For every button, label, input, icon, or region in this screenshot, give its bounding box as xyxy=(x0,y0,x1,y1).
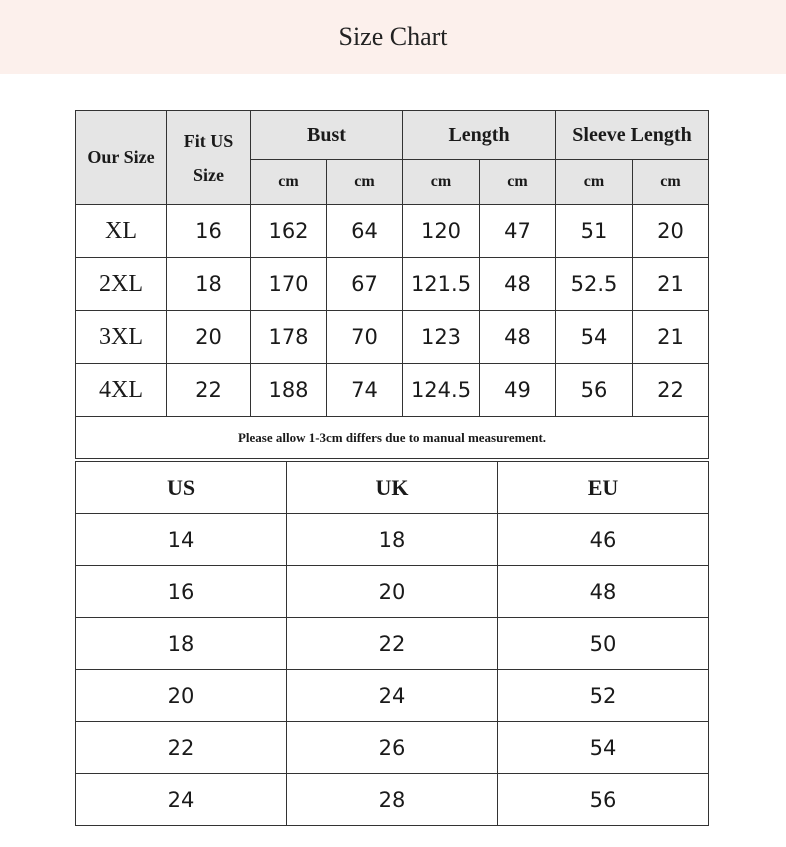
sleeve-length-value: 52.5 xyxy=(556,258,633,311)
eu-value: 56 xyxy=(498,774,709,826)
bust-value: 67 xyxy=(327,258,403,311)
uk-value: 22 xyxy=(287,618,498,670)
page-title: Size Chart xyxy=(338,22,448,51)
sleeve-length-value: 51 xyxy=(556,205,633,258)
sleeve-length-value: 21 xyxy=(633,311,709,364)
sleeve-length-value: 56 xyxy=(556,364,633,417)
header-unit: cm xyxy=(633,160,709,205)
size-table xyxy=(75,110,709,459)
uk-value: 20 xyxy=(287,566,498,618)
us-value: 14 xyxy=(76,514,287,566)
us-value: 18 xyxy=(76,618,287,670)
table-row xyxy=(76,311,709,364)
size-label: 3XL xyxy=(76,311,167,364)
uk-value: 18 xyxy=(287,514,498,566)
bust-value: 162 xyxy=(251,205,327,258)
table-row xyxy=(76,774,709,826)
sleeve-length-value: 54 xyxy=(556,311,633,364)
eu-value: 54 xyxy=(498,722,709,774)
uk-value: 24 xyxy=(287,670,498,722)
header-us: US xyxy=(76,462,287,514)
eu-value: 52 xyxy=(498,670,709,722)
length-value: 124.5 xyxy=(403,364,480,417)
table-row xyxy=(76,618,709,670)
length-value: 49 xyxy=(480,364,556,417)
length-value: 47 xyxy=(480,205,556,258)
us-value: 22 xyxy=(76,722,287,774)
us-size-value: 22 xyxy=(167,364,251,417)
header-fit-us-size xyxy=(167,111,251,205)
table-row xyxy=(76,722,709,774)
table-row xyxy=(76,205,709,258)
size-conversion-table xyxy=(75,461,709,826)
header-unit: cm xyxy=(556,160,633,205)
eu-value: 48 xyxy=(498,566,709,618)
header-uk: UK xyxy=(287,462,498,514)
eu-value: 46 xyxy=(498,514,709,566)
length-value: 123 xyxy=(403,311,480,364)
header-fit-us-line2: Size xyxy=(193,164,224,185)
uk-value: 26 xyxy=(287,722,498,774)
us-value: 24 xyxy=(76,774,287,826)
header-fit-us-line1: Fit US xyxy=(183,130,234,151)
header-eu: EU xyxy=(498,462,709,514)
uk-value: 28 xyxy=(287,774,498,826)
us-size-value: 20 xyxy=(167,311,251,364)
table-row xyxy=(76,514,709,566)
bust-value: 70 xyxy=(327,311,403,364)
header-bust: Bust xyxy=(251,111,403,160)
table-row xyxy=(76,364,709,417)
eu-value: 50 xyxy=(498,618,709,670)
us-size-value: 16 xyxy=(167,205,251,258)
us-value: 16 xyxy=(76,566,287,618)
header-unit: cm xyxy=(403,160,480,205)
length-value: 48 xyxy=(480,311,556,364)
header-unit: cm xyxy=(327,160,403,205)
length-value: 48 xyxy=(480,258,556,311)
bust-value: 64 xyxy=(327,205,403,258)
us-value: 20 xyxy=(76,670,287,722)
measurement-note: Please allow 1-3cm differs due to manual measurement. xyxy=(76,417,709,459)
bust-value: 178 xyxy=(251,311,327,364)
title-bar xyxy=(0,0,786,74)
bust-value: 74 xyxy=(327,364,403,417)
length-value: 121.5 xyxy=(403,258,480,311)
header-sleeve-length: Sleeve Length xyxy=(556,111,709,160)
header-unit: cm xyxy=(480,160,556,205)
sleeve-length-value: 21 xyxy=(633,258,709,311)
sleeve-length-value: 22 xyxy=(633,364,709,417)
size-label: XL xyxy=(76,205,167,258)
bust-value: 170 xyxy=(251,258,327,311)
us-size-value: 18 xyxy=(167,258,251,311)
table-row xyxy=(76,258,709,311)
sleeve-length-value: 20 xyxy=(633,205,709,258)
table-row xyxy=(76,670,709,722)
size-label: 2XL xyxy=(76,258,167,311)
header-unit: cm xyxy=(251,160,327,205)
header-our-size: Our Size xyxy=(76,111,167,205)
size-label: 4XL xyxy=(76,364,167,417)
bust-value: 188 xyxy=(251,364,327,417)
table-row xyxy=(76,566,709,618)
length-value: 120 xyxy=(403,205,480,258)
header-length: Length xyxy=(403,111,556,160)
